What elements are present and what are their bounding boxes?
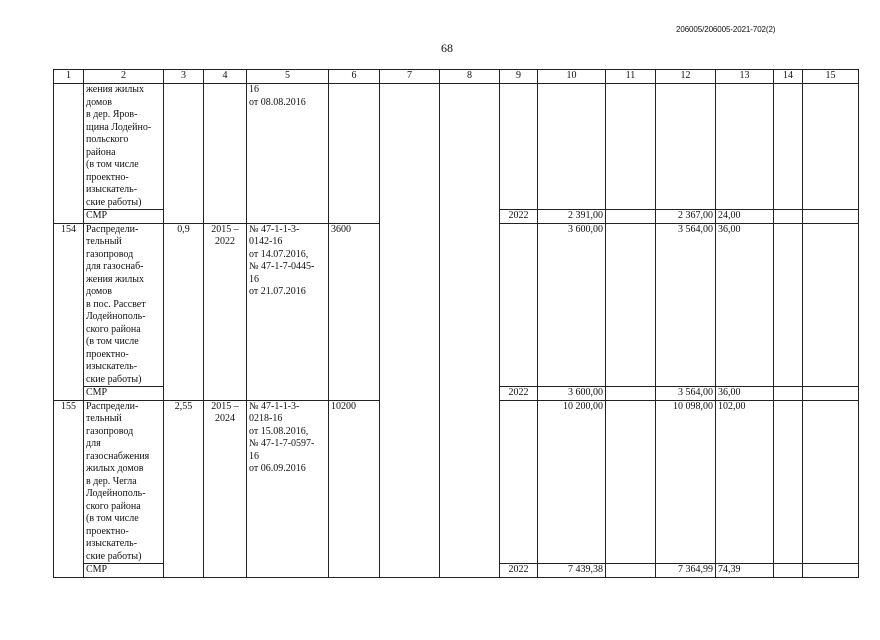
col-14-cell [774, 400, 803, 564]
total-cell [538, 84, 606, 210]
column-header: 11 [606, 70, 656, 84]
header-row [54, 70, 859, 84]
column-header: 3 [164, 70, 204, 84]
year-cell [500, 223, 538, 387]
smr-label: СМР [84, 210, 164, 224]
object-name: Распредели- тельный газопровод для газоснаб- жения жилых домов в пос. Рассвет Лодейнополь- ского района (в том числе проектно- изыскатель- ские работы) [84, 223, 164, 387]
column-header: 2 [84, 70, 164, 84]
length-cell: 0,9 [164, 223, 204, 400]
object-name: Распредели- тельный газопровод для газоснабжения жилых домов в дер. Чегла Лодейнополь- ского района (в том числе проектно- изыскатель- ские работы) [84, 400, 164, 564]
smr-year: 2022 [500, 210, 538, 224]
smr-year: 2022 [500, 564, 538, 578]
empty-col-7 [380, 84, 440, 578]
col-13-cell: 102,00 [716, 400, 774, 564]
cost-cell [329, 84, 380, 224]
length-cell: 2,55 [164, 400, 204, 577]
column-header: 8 [440, 70, 500, 84]
total-cell: 3 600,00 [538, 223, 606, 387]
period-cell [204, 84, 247, 224]
document-id: 206005/206005-2021-702(2) [676, 25, 776, 34]
col-14-cell [774, 84, 803, 210]
column-header: 4 [204, 70, 247, 84]
period-cell: 2015 – 2024 [204, 400, 247, 577]
period-cell: 2015 – 2022 [204, 223, 247, 400]
smr-col-13: 36,00 [716, 387, 774, 401]
smr-col-15 [803, 387, 859, 401]
smr-col-11 [606, 210, 656, 224]
smr-col-13: 74,39 [716, 564, 774, 578]
row-number: 155 [54, 400, 84, 577]
smr-label: СМР [84, 387, 164, 401]
column-header: 5 [247, 70, 329, 84]
row-number: 154 [54, 223, 84, 400]
smr-col-11 [606, 564, 656, 578]
smr-col-10: 2 391,00 [538, 210, 606, 224]
smr-label: СМР [84, 564, 164, 578]
data-table [53, 69, 859, 578]
col-14-cell [774, 223, 803, 387]
smr-col-14 [774, 210, 803, 224]
col-12-cell: 3 564,00 [656, 223, 716, 387]
length-cell [164, 84, 204, 224]
smr-col-15 [803, 564, 859, 578]
col-13-cell: 36,00 [716, 223, 774, 387]
smr-col-14 [774, 387, 803, 401]
smr-col-12: 7 364,99 [656, 564, 716, 578]
document-cell: 16 от 08.08.2016 [247, 84, 329, 224]
column-header: 12 [656, 70, 716, 84]
total-cell: 10 200,00 [538, 400, 606, 564]
col-12-cell [656, 84, 716, 210]
table-row [54, 84, 859, 210]
column-header: 1 [54, 70, 84, 84]
column-header: 6 [329, 70, 380, 84]
smr-col-12: 3 564,00 [656, 387, 716, 401]
column-header: 14 [774, 70, 803, 84]
col-11-cell [606, 400, 656, 564]
col-13-cell [716, 84, 774, 210]
column-header: 15 [803, 70, 859, 84]
col-15-cell [803, 223, 859, 387]
col-11-cell [606, 84, 656, 210]
column-header: 10 [538, 70, 606, 84]
smr-col-15 [803, 210, 859, 224]
row-number [54, 84, 84, 224]
cost-cell: 3600 [329, 223, 380, 400]
smr-col-14 [774, 564, 803, 578]
smr-col-12: 2 367,00 [656, 210, 716, 224]
document-cell: № 47-1-1-3- 0218-16 от 15.08.2016, № 47-1-7-0597- 16 от 06.09.2016 [247, 400, 329, 577]
smr-col-13: 24,00 [716, 210, 774, 224]
page-number: 68 [441, 41, 453, 55]
smr-col-10: 7 439,38 [538, 564, 606, 578]
column-header: 13 [716, 70, 774, 84]
col-15-cell [803, 400, 859, 564]
cost-cell: 10200 [329, 400, 380, 577]
year-cell [500, 84, 538, 210]
year-cell [500, 400, 538, 564]
col-12-cell: 10 098,00 [656, 400, 716, 564]
empty-col-8 [440, 84, 500, 578]
col-11-cell [606, 223, 656, 387]
object-name: жения жилых домов в дер. Яров- щина Лодейно- польского района (в том числе проектно- изыскатель- ские работы) [84, 84, 164, 210]
smr-year: 2022 [500, 387, 538, 401]
smr-col-10: 3 600,00 [538, 387, 606, 401]
col-15-cell [803, 84, 859, 210]
smr-col-11 [606, 387, 656, 401]
column-header: 7 [380, 70, 440, 84]
document-cell: № 47-1-1-3- 0142-16 от 14.07.2016, № 47-1-7-0445- 16 от 21.07.2016 [247, 223, 329, 400]
column-header: 9 [500, 70, 538, 84]
